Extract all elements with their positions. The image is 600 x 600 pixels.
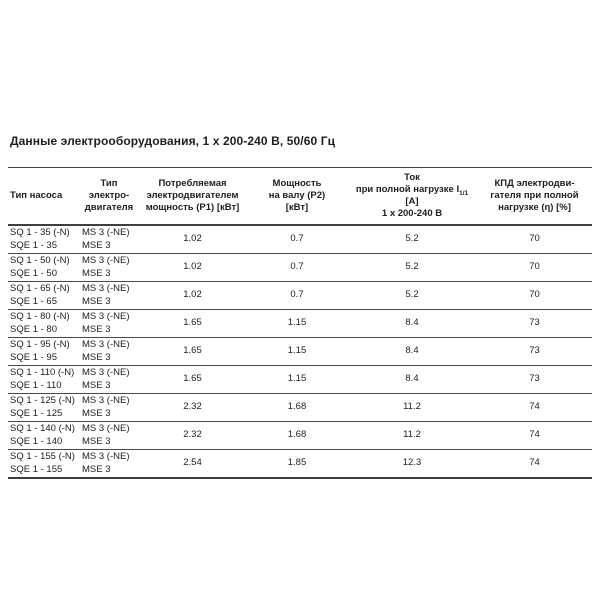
cell-p1: 2.54 <box>183 457 202 469</box>
cell-p2: 0.7 <box>247 225 347 254</box>
header-motor-type: Тип электро- двигателя <box>80 168 138 226</box>
header-efficiency: КПД электродви- гателя при полной нагрузке (η) [%] <box>477 168 592 226</box>
header-full-load-current: Ток при полной нагрузке $I_{1/1}$ [A] 1 x 200-240 В <box>347 168 477 226</box>
cell-p2: 1.68 <box>247 422 347 450</box>
table-row <box>8 254 592 282</box>
cell-motor-type: MS 3 (-NE) MSE 3 <box>80 338 138 366</box>
header-power-p2: Мощность на валу (P2) [кВт] <box>247 168 347 226</box>
cell-p1: 2.32 <box>138 394 247 422</box>
current-subscript: 1/1 <box>459 189 469 197</box>
cell-current: 8.4 <box>347 366 477 394</box>
table-row <box>8 450 592 479</box>
cell-p2: 1.15 <box>247 366 347 394</box>
cell-efficiency: 73 <box>477 310 592 338</box>
cell-efficiency: 70 <box>477 282 592 310</box>
table-body <box>8 225 592 478</box>
cell-p2: 1.15 <box>247 310 347 338</box>
cell-pump-type: SQ 1 - 95 (-N) SQE 1 - 95 <box>8 338 80 366</box>
cell-current: 8.4 <box>347 310 477 338</box>
table-row <box>8 422 592 450</box>
cell-efficiency: 73 <box>477 366 592 394</box>
cell-pump-type: SQ 1 - 50 (-N) SQE 1 - 50 <box>8 254 80 282</box>
table-header <box>8 168 592 226</box>
cell-current: 8.4 <box>347 338 477 366</box>
cell-p1: 1.65 <box>138 310 247 338</box>
cell-efficiency: 73 <box>477 338 592 366</box>
cell-p1: 1.02 <box>138 225 247 254</box>
cell-p1: 1.65 <box>138 366 247 394</box>
cell-pump-type: SQ 1 - 110 (-N) SQE 1 - 110 <box>8 366 80 394</box>
cell-motor-type: MS 3 (-NE) MSE 3 <box>80 282 138 310</box>
cell-pump-type: SQ 1 - 80 (-N) SQE 1 - 80 <box>8 310 80 338</box>
cell-motor-type: MS 3 (-NE) MSE 3 <box>80 394 138 422</box>
cell-p2: 1.15 <box>247 338 347 366</box>
cell-motor-type: MS 3 (-NE) MSE 3 <box>80 254 138 282</box>
cell-p1: 1.02 <box>138 254 247 282</box>
electrical-data-table <box>8 167 592 479</box>
cell-p2: 0.7 <box>247 282 347 310</box>
cell-current: 11.2 <box>347 394 477 422</box>
header-power-p1: Потребляемая электродвигателем мощность (P1) [кВт] <box>138 168 247 226</box>
cell-motor-type: MS 3 (-NE) MSE 3 <box>80 366 138 394</box>
table-row <box>8 282 592 310</box>
cell-efficiency: 70 <box>477 225 592 254</box>
table-row <box>8 338 592 366</box>
cell-pump-type: SQ 1 - 155 (-N) SQE 1 - 155 <box>10 451 75 475</box>
cell-p2: 1.85 <box>287 457 307 469</box>
cell-current: 11.2 <box>347 422 477 450</box>
table-row <box>8 366 592 394</box>
cell-motor-type: MS 3 (-NE) MSE 3 <box>80 310 138 338</box>
page-title: Данные электрооборудования, 1 x 200-240 В, 50/60 Гц <box>10 134 336 148</box>
cell-pump-type: SQ 1 - 35 (-N) SQE 1 - 35 <box>8 225 80 254</box>
table-row <box>8 225 592 254</box>
cell-p2: 1.68 <box>247 394 347 422</box>
table-header-row <box>8 168 592 226</box>
header-pump-type: Тип насоса <box>8 168 80 226</box>
cell-current: 5.2 <box>347 282 477 310</box>
cell-pump-type: SQ 1 - 65 (-N) SQE 1 - 65 <box>8 282 80 310</box>
table-row <box>8 310 592 338</box>
cell-motor-type: MS 3 (-NE) MSE 3 <box>82 451 130 475</box>
cell-current: 5.2 <box>347 254 477 282</box>
cell-p1: 1.02 <box>138 282 247 310</box>
cell-efficiency: 74 <box>477 394 592 422</box>
cell-motor-type: MS 3 (-NE) MSE 3 <box>80 422 138 450</box>
cell-efficiency: 74 <box>477 422 592 450</box>
cell-motor-type: MS 3 (-NE) MSE 3 <box>80 225 138 254</box>
cell-current: 12.3 <box>402 457 422 469</box>
cell-p1: 1.65 <box>138 338 247 366</box>
cell-pump-type: SQ 1 - 140 (-N) SQE 1 - 140 <box>8 422 80 450</box>
table-row <box>8 394 592 422</box>
cell-pump-type: SQ 1 - 125 (-N) SQE 1 - 125 <box>8 394 80 422</box>
cell-p2: 0.7 <box>247 254 347 282</box>
cell-p1: 2.32 <box>138 422 247 450</box>
cell-efficiency: 70 <box>477 254 592 282</box>
cell-efficiency: 74 <box>529 457 540 469</box>
cell-current: 5.2 <box>347 225 477 254</box>
